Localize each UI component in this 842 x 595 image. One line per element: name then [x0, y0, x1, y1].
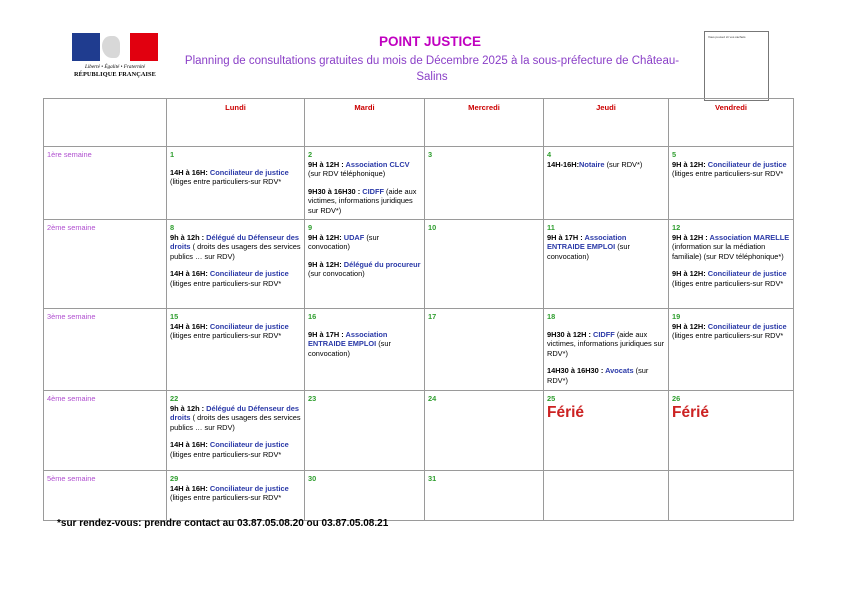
week-label: 2ème semaine — [44, 220, 167, 309]
day-header: Lundi — [167, 99, 305, 147]
service-name: Avocats — [605, 366, 634, 376]
day-number: 3 — [428, 150, 433, 159]
entry-detail: ( droits des usagers des services publics … sur RDV) — [170, 242, 301, 261]
day-number: 29 — [170, 474, 179, 483]
entry-detail: (sur convocation) — [308, 339, 391, 358]
day-cell — [167, 147, 305, 220]
time-slot: 9H à 12H: — [308, 232, 344, 242]
logo-republic: RÉPUBLIQUE FRANÇAISE — [74, 71, 156, 78]
day-number: 17 — [428, 312, 437, 321]
service-name: Délégué du Défenseur des droits — [170, 403, 299, 423]
day-cell — [167, 471, 305, 521]
day-number: 26 — [672, 394, 681, 403]
day-cell — [305, 309, 425, 391]
week-label: 4ème semaine — [44, 391, 167, 471]
time-slot: 9H à 17H : — [547, 232, 585, 242]
day-number: 12 — [672, 223, 681, 232]
day-cell — [544, 471, 669, 521]
entry-detail: (sur RDV*) — [547, 366, 649, 385]
day-number: 8 — [170, 223, 175, 232]
consultation-entry — [308, 187, 421, 216]
service-name: Association CLCV — [345, 159, 410, 169]
time-slot: 9H à 12H: — [672, 321, 708, 331]
day-number: 15 — [170, 312, 179, 321]
day-cell — [425, 471, 544, 521]
service-name: Association MARELLE — [709, 232, 790, 242]
republique-francaise-logo — [70, 33, 160, 85]
time-slot: 9H à 12H: — [672, 269, 708, 279]
service-name: Conciliateur de justice — [209, 167, 289, 177]
consultation-entry — [547, 233, 665, 262]
week-label: 1ère semaine — [44, 147, 167, 220]
week-row — [44, 147, 794, 220]
day-number: 9 — [308, 223, 313, 232]
day-cell — [305, 220, 425, 309]
consultation-entry — [672, 269, 790, 288]
service-name: Conciliateur de justice — [209, 269, 289, 279]
day-number: 5 — [672, 150, 677, 159]
consultation-entry — [672, 322, 790, 341]
service-name: Conciliateur de justice — [209, 321, 289, 331]
day-number: 18 — [547, 312, 556, 321]
service-name: Conciliateur de justice — [707, 159, 787, 169]
week-row — [44, 391, 794, 471]
consultation-entry — [170, 322, 301, 341]
time-slot: 9H à 12H: — [308, 259, 344, 269]
day-number: 22 — [170, 394, 179, 403]
entry-detail: (sur convocation) — [547, 242, 630, 261]
day-cell — [544, 391, 669, 471]
time-slot: 14H à 16H: — [170, 321, 210, 331]
consultation-entry — [170, 484, 301, 503]
schedule-table — [43, 98, 794, 521]
entry-detail: (litiges entre particuliers-sur RDV* — [672, 278, 784, 288]
day-number: 31 — [428, 474, 437, 483]
entry-detail: (litiges entre particuliers-sur RDV* — [672, 331, 784, 341]
entry-detail: (litiges entre particuliers-sur RDV* — [170, 449, 282, 459]
header-corner — [44, 99, 167, 147]
day-number: 30 — [308, 474, 317, 483]
marianne-flag-icon — [72, 33, 158, 61]
day-cell — [305, 471, 425, 521]
day-cell — [544, 147, 669, 220]
day-cell — [425, 309, 544, 391]
day-number: 1 — [170, 150, 175, 159]
day-header: Jeudi — [544, 99, 669, 147]
time-slot: 9H à 17H : — [308, 329, 346, 339]
day-cell — [305, 147, 425, 220]
week-row — [44, 471, 794, 521]
day-number: 16 — [308, 312, 317, 321]
logo-motto: Liberté • Égalité • Fraternité — [84, 64, 146, 70]
entry-detail: ( droits des usagers des services publics … sur RDV) — [170, 413, 301, 432]
page-title: POINT JUSTICE — [378, 34, 481, 49]
holiday-label: Férié — [547, 403, 585, 421]
service-name: Conciliateur de justice — [209, 440, 289, 450]
day-cell — [544, 220, 669, 309]
consultation-entry — [170, 233, 301, 262]
time-slot: 14H30 à 16H30 : — [547, 366, 606, 376]
consultation-entry — [170, 168, 301, 187]
consultation-entry — [547, 366, 665, 385]
schedule-body — [44, 147, 794, 521]
week-label: 3ème semaine — [44, 309, 167, 391]
time-slot: 14H à 16H: — [170, 167, 210, 177]
day-cell — [425, 391, 544, 471]
day-cell — [544, 309, 669, 391]
consultation-entry — [308, 260, 421, 279]
service-name: Conciliateur de justice — [707, 321, 787, 331]
consultation-entry — [308, 160, 421, 179]
day-cell — [669, 220, 794, 309]
day-number: 2 — [308, 150, 313, 159]
day-number: 11 — [547, 223, 555, 232]
day-cell — [669, 391, 794, 471]
day-cell — [669, 471, 794, 521]
time-slot: 14H-16H: — [547, 159, 580, 169]
time-slot: 14H à 16H: — [170, 269, 210, 279]
consultation-entry — [308, 330, 421, 359]
day-cell — [167, 309, 305, 391]
entry-detail: (aide aux victimes, informations juridiques sur RDV*) — [308, 186, 417, 215]
day-cell — [167, 391, 305, 471]
service-name: Association ENTRAIDE EMPLOI — [547, 232, 627, 252]
service-name: Association ENTRAIDE EMPLOI — [308, 329, 388, 349]
time-slot: 9H30 à 12H : — [547, 329, 594, 339]
time-slot: 9H à 12H : — [672, 232, 710, 242]
day-cell — [669, 309, 794, 391]
entry-detail: (litiges entre particuliers-sur RDV* — [170, 331, 282, 341]
time-slot: 9H30 à 16H30 : — [308, 186, 363, 196]
consultation-entry — [547, 330, 665, 359]
time-slot: 9H à 12H: — [672, 159, 708, 169]
day-cell — [305, 391, 425, 471]
day-header: Vendredi — [669, 99, 794, 147]
consultation-entry — [170, 404, 301, 433]
time-slot: 9h à 12h : — [170, 232, 207, 242]
day-cell — [669, 147, 794, 220]
entry-detail: (litiges entre particuliers-sur RDV* — [170, 493, 282, 503]
footnote: *sur rendez-vous: prendre contact au 03.87.05.08.20 ou 03.87.05.08.21 — [57, 518, 389, 529]
day-number: 4 — [547, 150, 552, 159]
entry-detail: (sur RDV téléphonique) — [308, 169, 386, 179]
service-name: Notaire — [579, 159, 605, 169]
service-name: CIDFF — [362, 186, 384, 196]
consultation-entry — [308, 233, 421, 252]
holiday-label: Férié — [672, 403, 710, 421]
entry-detail: (sur convocation) — [308, 269, 365, 279]
service-name: Conciliateur de justice — [209, 483, 289, 493]
service-name: Délégué du Défenseur des droits — [170, 232, 299, 252]
entry-detail: (aide aux victimes, informations juridiques sur RDV*) — [547, 329, 665, 358]
day-cell — [425, 147, 544, 220]
entry-detail: (information sur la médiation familiale) (sur RDV téléphonique*) — [672, 242, 784, 261]
week-label: 5ème semaine — [44, 471, 167, 521]
page-subtitle: Planning de consultations gratuites du mois de Décembre 2025 à la sous-préfecture de Château-Salins — [184, 55, 680, 83]
time-slot: 14H à 16H: — [170, 440, 210, 450]
entry-detail: (sur convocation) — [308, 232, 380, 252]
consultation-entry — [547, 160, 665, 170]
consultation-entry — [672, 160, 790, 179]
time-slot: 9h à 12h : — [170, 403, 207, 413]
entry-detail: (litiges entre particuliers-sur RDV* — [672, 169, 784, 179]
day-header: Mardi — [305, 99, 425, 147]
day-header: Mercredi — [425, 99, 544, 147]
consultation-entry — [170, 269, 301, 288]
week-row — [44, 309, 794, 391]
day-cell — [425, 220, 544, 309]
time-slot: 14H à 16H: — [170, 483, 210, 493]
service-name: Délégué du procureur — [343, 259, 421, 269]
entry-detail: (litiges entre particuliers-sur RDV* — [170, 177, 282, 187]
week-row — [44, 220, 794, 309]
day-cell — [167, 220, 305, 309]
day-number: 24 — [428, 394, 437, 403]
entry-detail: (sur RDV*) — [604, 159, 643, 169]
entry-detail: (litiges entre particuliers-sur RDV* — [170, 278, 282, 288]
service-name: Conciliateur de justice — [707, 269, 787, 279]
service-name: UDAF — [343, 232, 365, 242]
consultation-entry — [672, 233, 790, 262]
stamp-text: Vous pouvez ici vos cachets — [708, 35, 746, 39]
day-number: 23 — [308, 394, 317, 403]
time-slot: 9H à 12H : — [308, 159, 346, 169]
consultation-entry — [170, 440, 301, 459]
day-number: 10 — [428, 223, 437, 232]
day-number: 25 — [547, 394, 556, 403]
header-row — [44, 99, 794, 147]
stamp-box — [704, 31, 769, 101]
day-number: 19 — [672, 312, 681, 321]
service-name: CIDFF — [593, 329, 615, 339]
